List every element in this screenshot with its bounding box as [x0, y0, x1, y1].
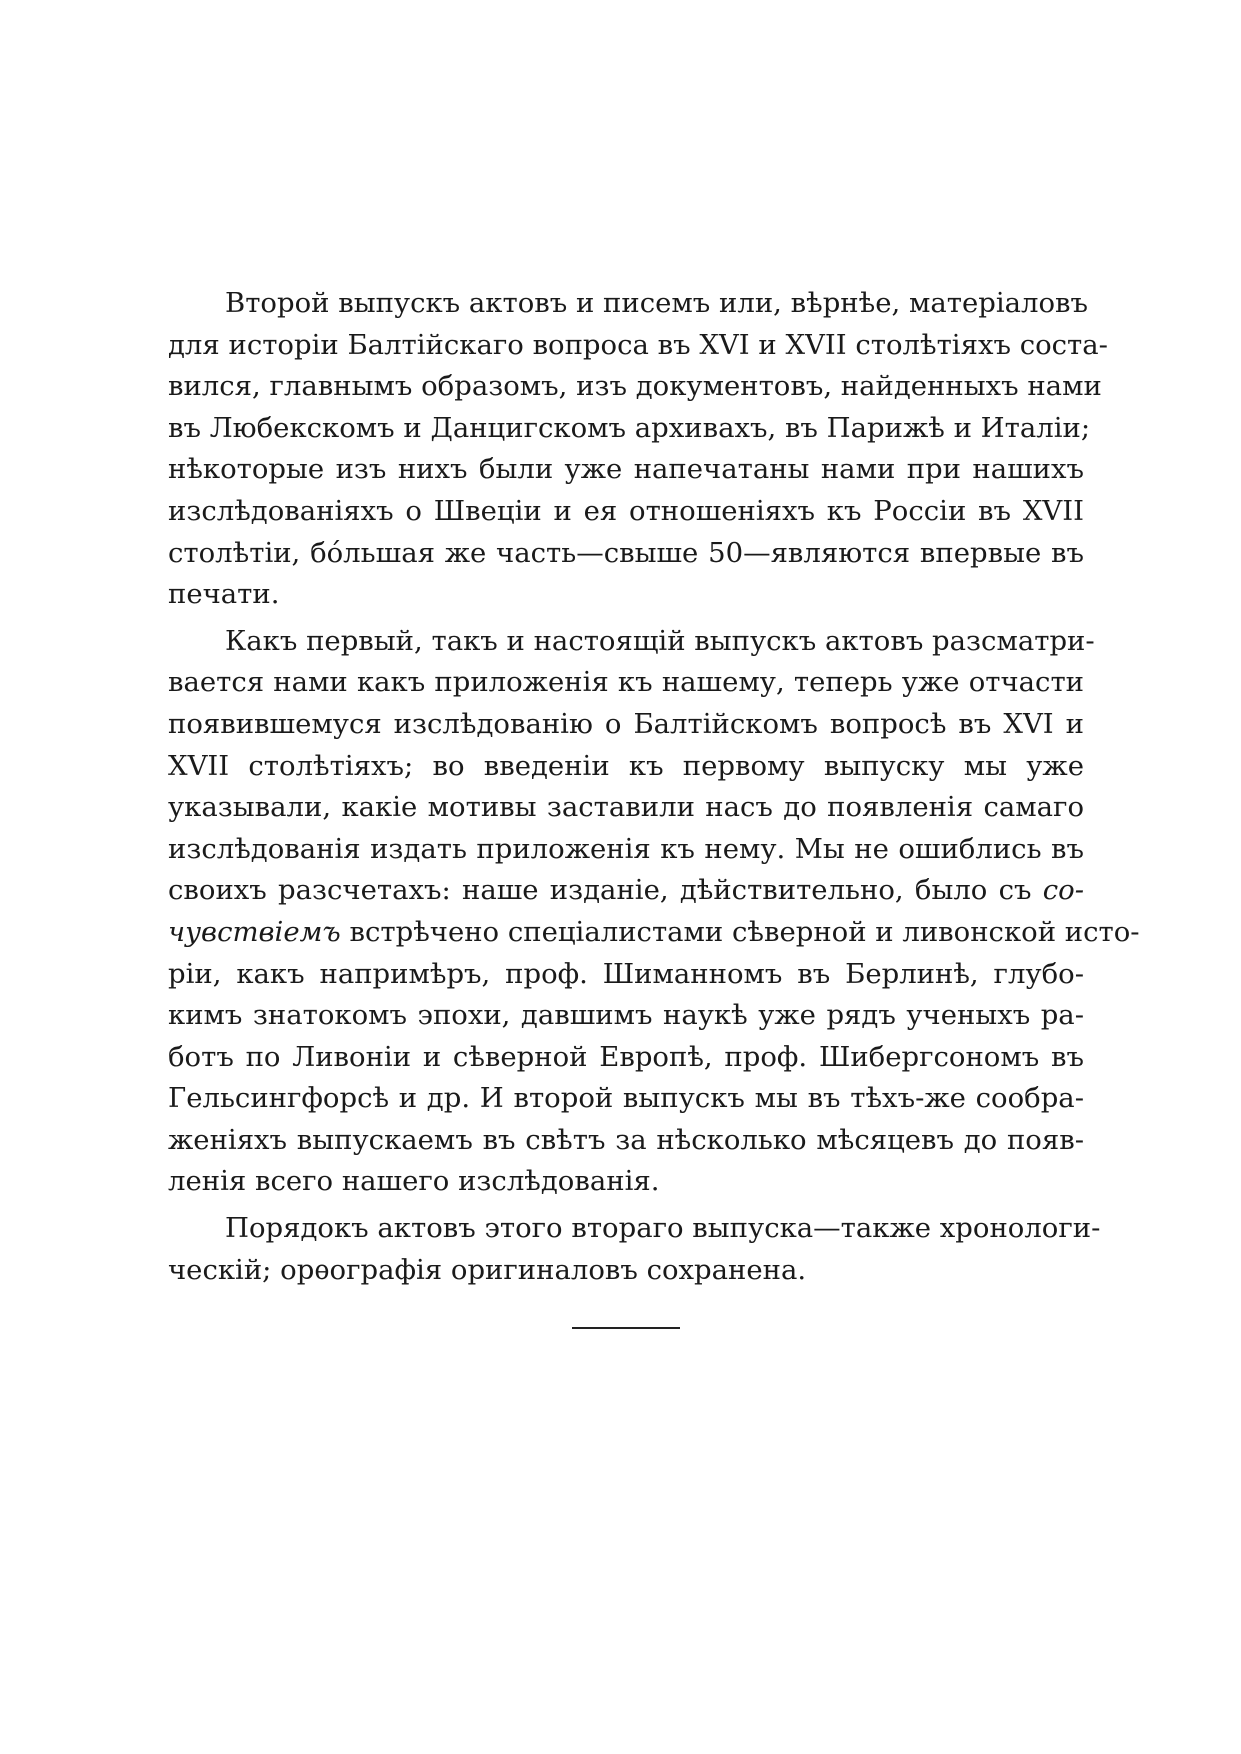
text-line: появившемуся изслѣдованію о Балтійскомъ вопросѣ въ XVI и [168, 707, 1084, 740]
text-line: изслѣдованія издать приложенія къ нему. Мы не ошиблись въ [168, 832, 1084, 865]
text-line: ческій; орѳографія оригиналовъ сохранена. [168, 1253, 807, 1286]
preface-text [168, 283, 1140, 1291]
text-line: XVII столѣтіяхъ; во введеніи къ первому выпуску мы уже [168, 749, 1084, 782]
text-line: Гельсингфорсѣ и др. И второй выпускъ мы въ тѣхъ-же сообра- [168, 1082, 1084, 1115]
text-line: Какъ первый, такъ и настоящій выпускъ актовъ разсматри- [225, 624, 1095, 657]
text-line: изслѣдованіяхъ о Швеціи и ея отношеніяхъ къ Россіи въ XVII [168, 494, 1084, 527]
text-line: женіяхъ выпускаемъ въ свѣтъ за нѣсколько мѣсяцевъ до появ- [168, 1123, 1084, 1156]
text-line: столѣтіи, бо́льшая же часть—свыше 50—являются впервые въ [168, 536, 1084, 569]
text-line: для исторіи Балтійскаго вопроса въ XVI и XVII столѣтіяхъ соста- [168, 328, 1108, 361]
italic-text: чувствіемъ [168, 915, 341, 948]
section-divider [572, 1327, 680, 1329]
text-line: ленія всего нашего изслѣдованія. [168, 1165, 660, 1198]
italic-text: со- [1042, 874, 1084, 907]
text-line: вается нами какъ приложенія къ нашему, теперь уже отчасти [168, 666, 1084, 699]
text-line: нѣкоторые изъ нихъ были уже напечатаны нами при нашихъ [168, 453, 1084, 486]
text-line [168, 870, 1084, 912]
text-segment: встрѣчено спеціалистами сѣверной и ливонской исто- [340, 915, 1140, 948]
text-line: въ Любекскомъ и Данцигскомъ архивахъ, въ Парижѣ и Италіи; [168, 411, 1091, 444]
text-line: печати. [168, 578, 280, 611]
text-line: ботъ по Ливоніи и сѣверной Европѣ, проф. Шибергсономъ въ [168, 1040, 1084, 1073]
text-segment: своихъ разсчетахъ: наше изданіе, дѣйствительно, было съ [168, 874, 1043, 907]
text-line [168, 912, 1140, 954]
text-line: указывали, какіе мотивы заставили насъ до появленія самаго [168, 791, 1084, 824]
text-line: кимъ знатокомъ эпохи, давшимъ наукѣ уже рядъ ученыхъ ра- [168, 999, 1084, 1032]
text-line: Второй выпускъ актовъ и писемъ или, вѣрнѣе, матеріаловъ [225, 287, 1089, 319]
text-line: ріи, какъ напримѣръ, проф. Шиманномъ въ Берлинѣ, глубо- [168, 957, 1084, 990]
text-line: Порядокъ актовъ этого втораго выпуска—также хронологи- [225, 1212, 1101, 1245]
text-line: вился, главнымъ образомъ, изъ документовъ, найденныхъ нами [168, 370, 1102, 403]
